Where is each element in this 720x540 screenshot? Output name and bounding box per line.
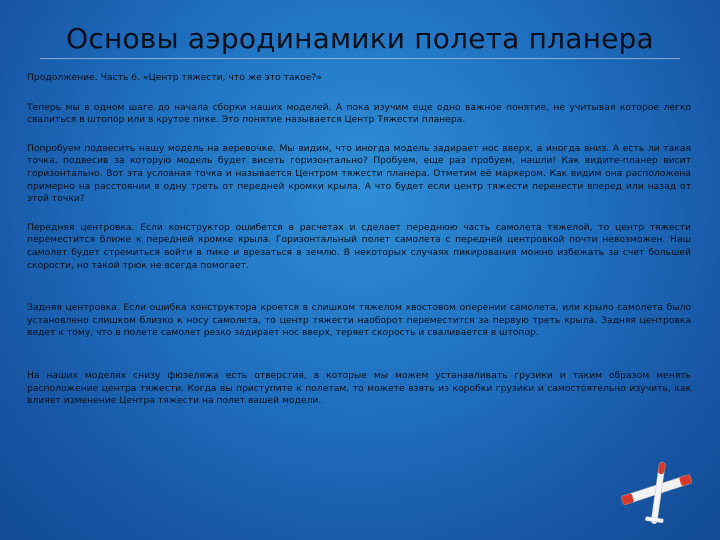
glider-airplane-icon bbox=[618, 458, 698, 530]
paragraph-forward-cg: Передняя центровка. Если конструктор ошибется в расчетах и сделает переднюю часть самолета тяжелой, то центр тяжести переместится ближе к передней кромке крыла. Горизонтальный полет самолета с передней центровкой почти невозможен. Наш самолет будет стремиться войти в пике и врезаться в землю. В некоторых случаях пикирования можно избежать за счет большей скорости, но такой трюк не всегда помогает. bbox=[27, 221, 691, 271]
slide-title: Основы аэродинамики полета планера bbox=[66, 22, 654, 55]
slide-body bbox=[27, 72, 691, 408]
paragraph-concept: Теперь мы в одном шаге до начала сборки наших моделей. А пока изучим еще одно важное понятие, не учитывая которое легко свалиться в штопор или в крутое пике. Это понятие называется Центр Тяжести планера. bbox=[27, 101, 691, 126]
paragraph-weights: На наших моделях снизу фюзеляжа есть отверстия, в которые мы можем устанавливать грузики и таким образом менять расположение центра тяжести. Когда вы приступите к полетам, то можете взять из коробки грузики и самостоятельно изучить, как влияет изменение Центра тяжести на полет вашей модели. bbox=[27, 369, 691, 407]
paragraph-experiment: Попробуем подвесить нашу модель на веревочке. Мы видим, что иногда модель задирает нос вверх, а иногда вниз. А есть ли такая точка, подвесив за которую модель будет висеть горизонтально? Пробуем, еще раз пробуем, нашли! Как видите-планер висит горизонтально. Вот эта условная точка и называется Центром тяжести планера. Отметим её маркером. Как видим она расположена примерно на расстоянии в одну треть от передней кромки крыла. А что будет если центр тяжести перенести вперед или назад от этой точки? bbox=[27, 142, 691, 205]
title-divider bbox=[40, 58, 680, 59]
paragraph-rear-cg: Задняя центровка. Если ошибка конструктора кроется в слишком тяжелом хвостовом оперении самолета, или крыло самолета было установлено слишком близко к носу самолета, то центр тяжести наоборот переместится за первую треть крыла. Задняя центровка ведет к тому, что в полете самолет резко задирает нос вверх, теряет скорость и сваливается в штопор. bbox=[27, 302, 691, 339]
paragraph-intro: Продолжение. Часть 6. «Центр тяжести, что же это такое?» bbox=[27, 72, 322, 83]
